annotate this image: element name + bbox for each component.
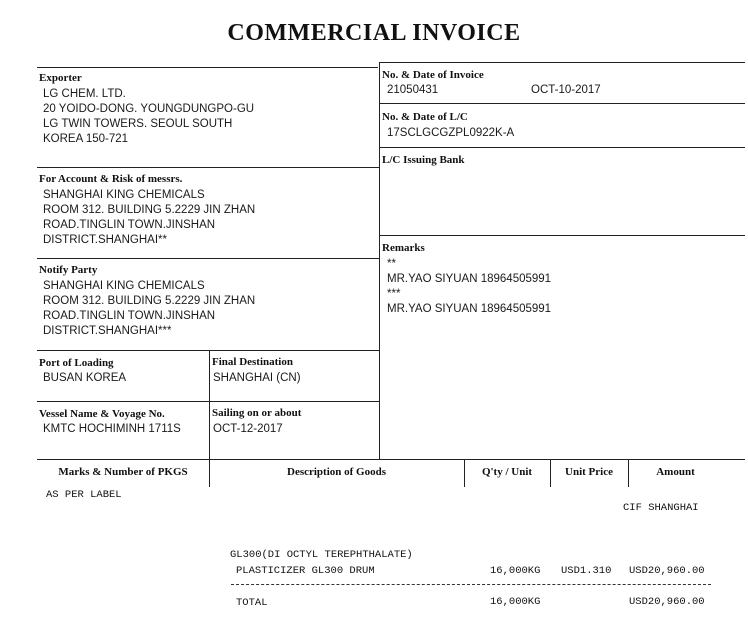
item-amount: USD20,960.00 — [629, 565, 705, 577]
total-amount: USD20,960.00 — [629, 596, 705, 608]
rule-account-notify — [37, 258, 379, 259]
notify-label: Notify Party — [39, 264, 98, 276]
notify-line: SHANGHAI KING CHEMICALS — [43, 280, 205, 292]
account-line: DISTRICT.SHANGHAI** — [43, 234, 167, 246]
rule-top-right — [379, 62, 745, 63]
account-line: ROOM 312. BUILDING 5.2229 JIN ZHAN — [43, 204, 256, 216]
header-amount: Amount — [656, 466, 695, 478]
remarks-line: MR.YAO SIYUAN 18964505991 — [387, 303, 552, 315]
lc-number: 17SCLGCGZPL0922K-A — [387, 127, 515, 139]
rule-exporter-account — [37, 167, 379, 168]
header-description: Description of Goods — [287, 466, 386, 478]
notify-line: ROOM 312. BUILDING 5.2229 JIN ZHAN — [43, 295, 256, 307]
trade-terms: CIF SHANGHAI — [623, 502, 699, 514]
sailing-label: Sailing on or about — [212, 407, 302, 419]
rule-top-left — [37, 67, 378, 68]
rule-notify-port — [37, 350, 379, 351]
account-line: ROAD.TINGLIN TOWN.JINSHAN — [43, 219, 216, 231]
remarks-line: ** — [387, 258, 396, 270]
port-loading-label: Port of Loading — [39, 357, 114, 369]
account-label: For Account & Risk of messrs. — [39, 173, 183, 185]
vessel-value: KMTC HOCHIMINH 1711S — [43, 423, 181, 435]
remarks-line: *** — [387, 288, 401, 300]
document-title: COMMERCIAL INVOICE — [227, 20, 521, 46]
exporter-line: KOREA 150-721 — [43, 133, 129, 145]
vessel-label: Vessel Name & Voyage No. — [39, 408, 165, 420]
notify-line: ROAD.TINGLIN TOWN.JINSHAN — [43, 310, 216, 322]
rule-port-divider — [209, 350, 210, 459]
item-name: GL300(DI OCTYL TEREPHTHALATE) — [230, 549, 413, 561]
exporter-line: LG CHEM. LTD. — [43, 88, 126, 100]
sailing-value: OCT-12-2017 — [213, 423, 283, 435]
total-label: TOTAL — [236, 597, 268, 609]
account-line: SHANGHAI KING CHEMICALS — [43, 189, 205, 201]
lc-bank-label: L/C Issuing Bank — [382, 154, 465, 166]
item-description: PLASTICIZER GL300 DRUM — [236, 565, 375, 577]
rule-invoice-lc — [379, 103, 745, 104]
exporter-line: LG TWIN TOWERS. SEOUL SOUTH — [43, 118, 233, 130]
invoice-date: OCT-10-2017 — [531, 84, 601, 96]
item-quantity: 16,000KG — [490, 565, 541, 577]
rule-center-divider — [379, 62, 380, 459]
port-loading-value: BUSAN KOREA — [43, 372, 127, 384]
invoice-number: 21050431 — [387, 84, 439, 96]
lc-label: No. & Date of L/C — [382, 111, 468, 123]
marks-value: AS PER LABEL — [46, 489, 122, 501]
remarks-line: MR.YAO SIYUAN 18964505991 — [387, 273, 552, 285]
header-qty: Q'ty / Unit — [481, 466, 533, 478]
remarks-label: Remarks — [382, 242, 425, 254]
exporter-line: 20 YOIDO-DONG. YOUNGDUNGPO-GU — [43, 103, 255, 115]
exporter-label: Exporter — [39, 72, 82, 84]
total-divider — [231, 584, 711, 585]
final-destination-value: SHANGHAI (CN) — [213, 372, 301, 384]
item-unit-price: USD1.310 — [561, 565, 612, 577]
rule-port-vessel — [37, 401, 379, 402]
header-marks: Marks & Number of PKGS — [58, 466, 188, 478]
header-unit-price: Unit Price — [565, 466, 613, 478]
final-destination-label: Final Destination — [212, 356, 293, 368]
total-quantity: 16,000KG — [490, 596, 541, 608]
rule-bank-remarks — [379, 235, 745, 236]
invoice-label: No. & Date of Invoice — [382, 69, 484, 81]
notify-line: DISTRICT.SHANGHAI*** — [43, 325, 172, 337]
rule-table-header-top — [37, 459, 745, 460]
rule-lc-bank — [379, 147, 745, 148]
